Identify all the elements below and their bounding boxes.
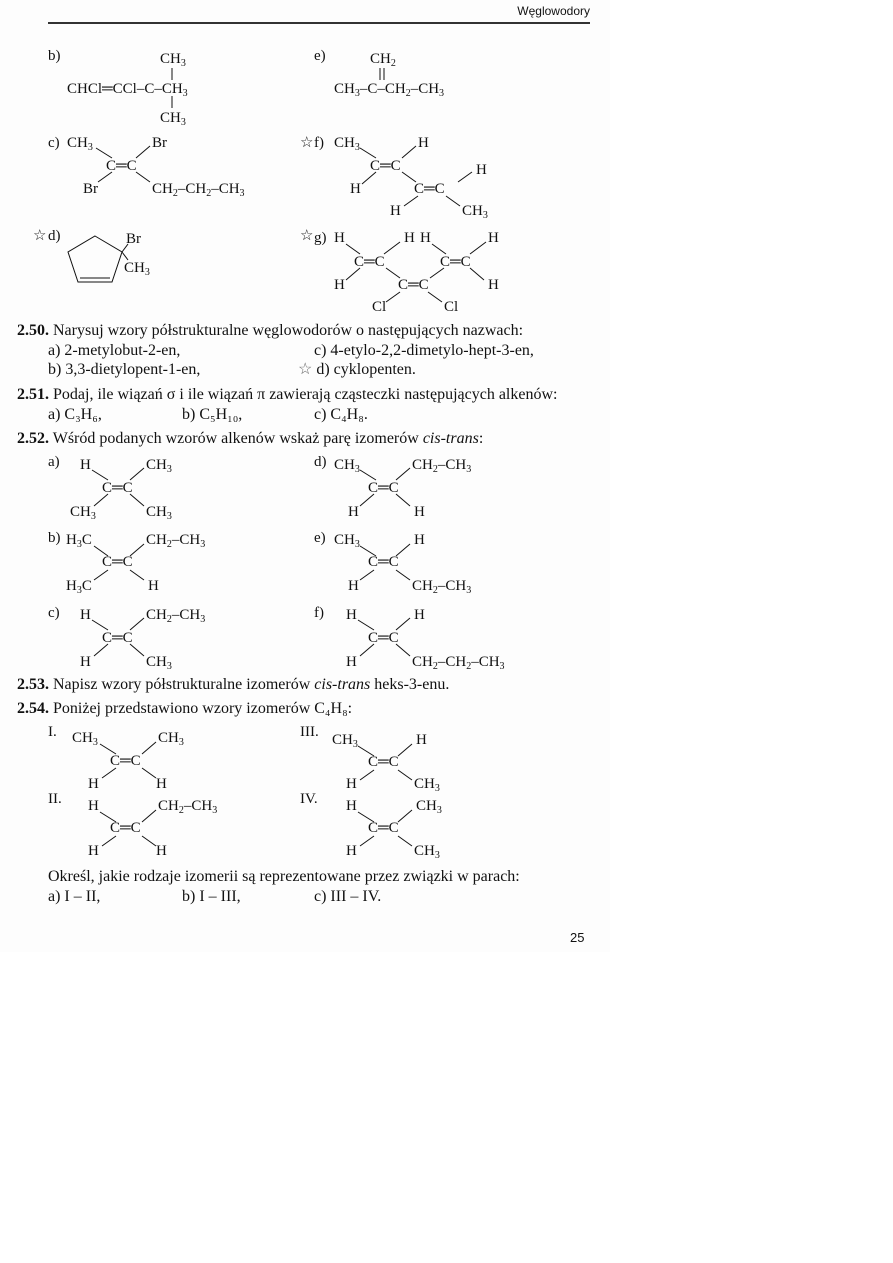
svg-text:e): e) — [314, 530, 326, 546]
svg-text:CH3: $CH_3$ — [160, 51, 186, 69]
svg-text:H3C: $H_3C$ — [66, 578, 92, 596]
svg-text:H: H — [346, 776, 357, 792]
svg-text:CH2–CH2–CH3: $CH_2-CH_2-CH_3$ — [412, 654, 505, 672]
svg-text:C═C: C═C — [106, 158, 137, 174]
svg-text:C═C: C═C — [368, 554, 399, 570]
svg-text:CH3: $CH_3$ — [334, 457, 360, 475]
svg-text:CH3: $CH_3$ — [146, 654, 172, 672]
svg-text:f): f) — [314, 605, 324, 621]
svg-text:H: H — [390, 203, 401, 219]
svg-text:H: H — [346, 607, 357, 623]
exercise-number: 2.52. — [17, 430, 49, 447]
svg-text:H: H — [404, 230, 415, 246]
svg-text:CH3: $CH_3$ — [72, 730, 98, 748]
ex-2-54-question: Określ, jakie rodzaje izomerii są reprezentowane przez związki w parach: — [48, 868, 520, 885]
svg-text:H: H — [416, 732, 427, 748]
svg-text:H: H — [80, 607, 91, 623]
svg-text:H: H — [156, 776, 167, 792]
svg-text:CH3: $CH_3$ — [416, 798, 442, 816]
svg-text:b): b) — [48, 530, 61, 546]
svg-text:CHCl═CCl–C–CH3: $CHCl═CCl-C-CH_3$ — [67, 81, 188, 99]
exercise-text-italic: cis-trans — [422, 430, 479, 447]
ex-2-54-b: b) I – III, — [182, 888, 241, 905]
svg-text:H: H — [80, 654, 91, 670]
exercise-number: 2.50. — [17, 322, 49, 339]
ex-2-51-c: c) C₄H₈. — [314, 406, 368, 423]
svg-text:C═C: C═C — [368, 630, 399, 646]
ex-2-50-c: c) 4-etylo-2,2-dimetylo-hept-3-en, — [314, 342, 534, 359]
svg-text:c): c) — [48, 605, 60, 621]
exercise-text: Poniżej przedstawiono wzory izomerów C₄H₈: — [53, 700, 353, 717]
svg-text:H: H — [346, 654, 357, 670]
svg-text:H: H — [488, 230, 499, 246]
svg-text:CH3: $CH_3$ — [124, 260, 150, 278]
svg-text:C═C: C═C — [102, 554, 133, 570]
label-b: b) — [48, 48, 61, 64]
ex-2-54-c: c) III – IV. — [314, 888, 382, 905]
svg-text:H: H — [346, 798, 357, 814]
exercise-number: 2.53. — [17, 676, 49, 693]
exercise-text: Narysuj wzory półstrukturalne węglowodorów o następujących nazwach: — [53, 322, 524, 339]
svg-text:H: H — [334, 230, 345, 246]
svg-text:I.: I. — [48, 724, 57, 740]
svg-text:C═C: C═C — [368, 820, 399, 836]
svg-text:H: H — [414, 607, 425, 623]
exercise-text: Wśród podanych wzorów alkenów wskaż parę izomerów — [52, 430, 423, 447]
svg-text:CH3–C–CH2–CH3: $CH_3-C-CH_2-CH_3$ — [334, 81, 445, 99]
svg-text:CH3: $CH_3$ — [414, 776, 440, 794]
svg-text:Br: Br — [83, 181, 98, 197]
svg-text:Cl: Cl — [444, 299, 459, 315]
svg-text:C═C: C═C — [414, 181, 445, 197]
exercise-text-end: heks-3-enu. — [370, 676, 450, 693]
svg-text:H: H — [348, 504, 359, 520]
label-f: f) — [314, 135, 324, 151]
svg-text:Br: Br — [152, 135, 167, 151]
svg-text:H: H — [418, 135, 429, 151]
ex-2-54-a: a) I – II, — [48, 888, 101, 905]
svg-text:CH2: $CH_2$ — [370, 51, 396, 69]
ex-2-50-d: d) cyklopenten. — [316, 361, 416, 378]
svg-text:C═C: C═C — [354, 254, 385, 270]
ex-2-50-a: a) 2-metylobut-2-en, — [48, 342, 181, 359]
exercise-text-end: : — [478, 430, 484, 447]
section-header: Węglowodory — [517, 4, 590, 18]
svg-text:CH2–CH3: $CH_2-CH_3$ — [146, 607, 206, 625]
svg-text:☆: ☆ — [300, 135, 314, 151]
svg-text:d): d) — [314, 454, 327, 470]
svg-text:Br: Br — [126, 231, 141, 247]
svg-text:CH2–CH3: $CH_2-CH_3$ — [412, 457, 472, 475]
label-e: e) — [314, 48, 326, 64]
svg-text:CH3: $CH_3$ — [332, 732, 358, 750]
svg-text:☆: ☆ — [300, 228, 314, 244]
svg-text:CH3: $CH_3$ — [160, 110, 186, 128]
svg-text:CH3: $CH_3$ — [334, 135, 360, 153]
svg-text:CH3: $CH_3$ — [67, 135, 93, 153]
svg-text:CH3: $CH_3$ — [146, 457, 172, 475]
ex-2-50-b: b) 3,3-dietylopent-1-en, — [48, 361, 201, 378]
svg-text:CH3: $CH_3$ — [414, 843, 440, 861]
svg-text:H: H — [148, 578, 159, 594]
svg-text:CH2–CH3: $CH_2-CH_3$ — [146, 532, 206, 550]
svg-text:CH3: $CH_3$ — [146, 504, 172, 522]
ex-2-51-b: b) C₅H₁₀, — [182, 406, 243, 423]
svg-text:CH3: $CH_3$ — [334, 532, 360, 550]
svg-text:H: H — [414, 504, 425, 520]
svg-text:H3C: $H_3C$ — [66, 532, 92, 550]
svg-text:a): a) — [48, 454, 60, 470]
svg-text:H: H — [88, 798, 99, 814]
svg-text:C═C: C═C — [110, 753, 141, 769]
svg-text:C═C: C═C — [370, 158, 401, 174]
ex-2-51-a: a) C₃H₆, — [48, 406, 102, 423]
svg-text:H: H — [350, 181, 361, 197]
exercise-number: 2.51. — [17, 386, 49, 403]
svg-text:H: H — [334, 277, 345, 293]
exercise-number: 2.54. — [17, 700, 49, 717]
svg-text:C═C: C═C — [398, 277, 429, 293]
label-c: c) — [48, 135, 60, 151]
svg-text:CH3: $CH_3$ — [158, 730, 184, 748]
svg-text:Cl: Cl — [372, 299, 387, 315]
svg-text:H: H — [348, 578, 359, 594]
label-g: g) — [314, 230, 327, 246]
svg-text:C═C: C═C — [110, 820, 141, 836]
svg-text:IV.: IV. — [300, 791, 318, 807]
svg-text:H: H — [346, 843, 357, 859]
svg-text:C═C: C═C — [440, 254, 471, 270]
page-number: 25 — [570, 930, 585, 945]
svg-text:H: H — [88, 776, 99, 792]
svg-text:C═C: C═C — [102, 480, 133, 496]
svg-text:II.: II. — [48, 791, 62, 807]
svg-text:C═C: C═C — [368, 480, 399, 496]
svg-text:CH2–CH3: $CH_2-CH_3$ — [412, 578, 472, 596]
label-d: d) — [48, 228, 61, 244]
svg-text:H: H — [420, 230, 431, 246]
svg-text:H: H — [476, 162, 487, 178]
svg-text:H: H — [88, 843, 99, 859]
svg-text:C═C: C═C — [368, 754, 399, 770]
svg-text:☆: ☆ — [33, 228, 47, 244]
svg-text:H: H — [80, 457, 91, 473]
svg-text:CH3: $CH_3$ — [70, 504, 96, 522]
star-icon: ☆ — [298, 361, 313, 378]
exercise-text: Podaj, ile wiązań σ i ile wiązań π zawierają cząsteczki następujących alkenów: — [53, 386, 558, 403]
svg-text:CH3: $CH_3$ — [462, 203, 488, 221]
svg-text:H: H — [156, 843, 167, 859]
svg-text:H: H — [414, 532, 425, 548]
svg-text:H: H — [488, 277, 499, 293]
svg-text:C═C: C═C — [102, 630, 133, 646]
svg-text:CH2–CH3: $CH_2-CH_3$ — [158, 798, 218, 816]
exercise-text-italic: cis-trans — [314, 676, 371, 693]
svg-text:CH2–CH2–CH3: $CH_2-CH_2-CH_3$ — [152, 181, 245, 199]
exercise-text: Napisz wzory półstrukturalne izomerów — [53, 676, 315, 693]
svg-text:III.: III. — [300, 724, 319, 740]
